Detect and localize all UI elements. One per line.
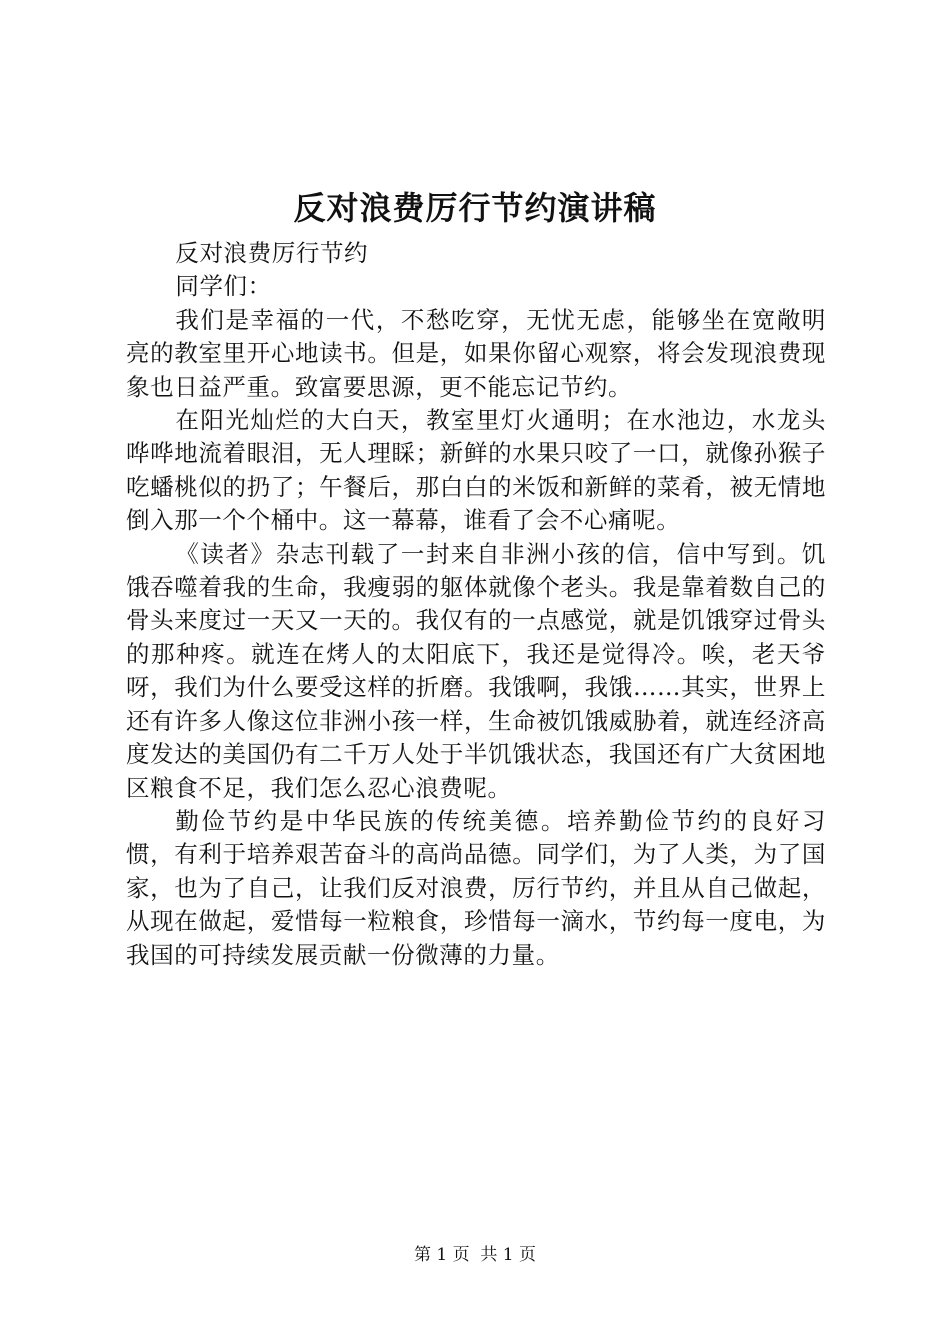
paragraph-waste-scenes: 在阳光灿烂的大白天，教室里灯火通明；在水池边，水龙头哗哗地流着眼泪，无人理睬；新鲜的水果只咬了一口，就像孙猴子吃蟠桃似的扔了；午餐后，那白白的米饭和新鲜的菜肴，被无情地倒入那一个个桶中。这一幕幕，谁看了会不心痛呢。 (126, 406, 826, 535)
document-title: 反对浪费厉行节约演讲稿 (293, 189, 657, 227)
paragraph-african-letter: 《读者》杂志刊载了一封来自非洲小孩的信，信中写到。饥饿吞噬着我的生命，我瘦弱的躯体就像个老头。我是靠着数自己的骨头来度过一天又一天的。我仅有的一点感觉，就是饥饿穿过骨头的那种疼。就连在烤人的太阳底下，我还是觉得冷。唉，老天爷呀，我们为什么要受这样的折磨。我饿啊，我饿……其实，世界上还有许多人像这位非洲小孩一样，生命被饥饿威胁着，就连经济高度发达的美国仍有二千万人处于半饥饿状态，我国还有广大贫困地区粮食不足，我们怎么忍心浪费呢。 (126, 539, 826, 802)
document-body (126, 237, 826, 972)
paragraph-intro: 我们是幸福的一代，不愁吃穿，无忧无虑，能够坐在宽敞明亮的教室里开心地读书。但是，如果你留心观察，将会发现浪费现象也日益严重。致富要思源，更不能忘记节约。 (126, 305, 826, 401)
page-footer (0, 1243, 950, 1267)
paragraph-subtitle: 反对浪费厉行节约 (175, 239, 369, 267)
paragraph-salutation: 同学们： (175, 272, 272, 301)
page-number-label: 第 1 页 共 1 页 (413, 1245, 537, 1265)
paragraph-conclusion: 勤俭节约是中华民族的传统美德。培养勤俭节约的良好习惯，有利于培养艰苦奋斗的高尚品德。同学们，为了人类，为了国家，也为了自己，让我们反对浪费，厉行节约，并且从自己做起，从现在做起，爱惜每一粒粮食，珍惜每一滴水，节约每一度电，为我国的可持续发展贡献一份微薄的力量。 (126, 806, 826, 969)
